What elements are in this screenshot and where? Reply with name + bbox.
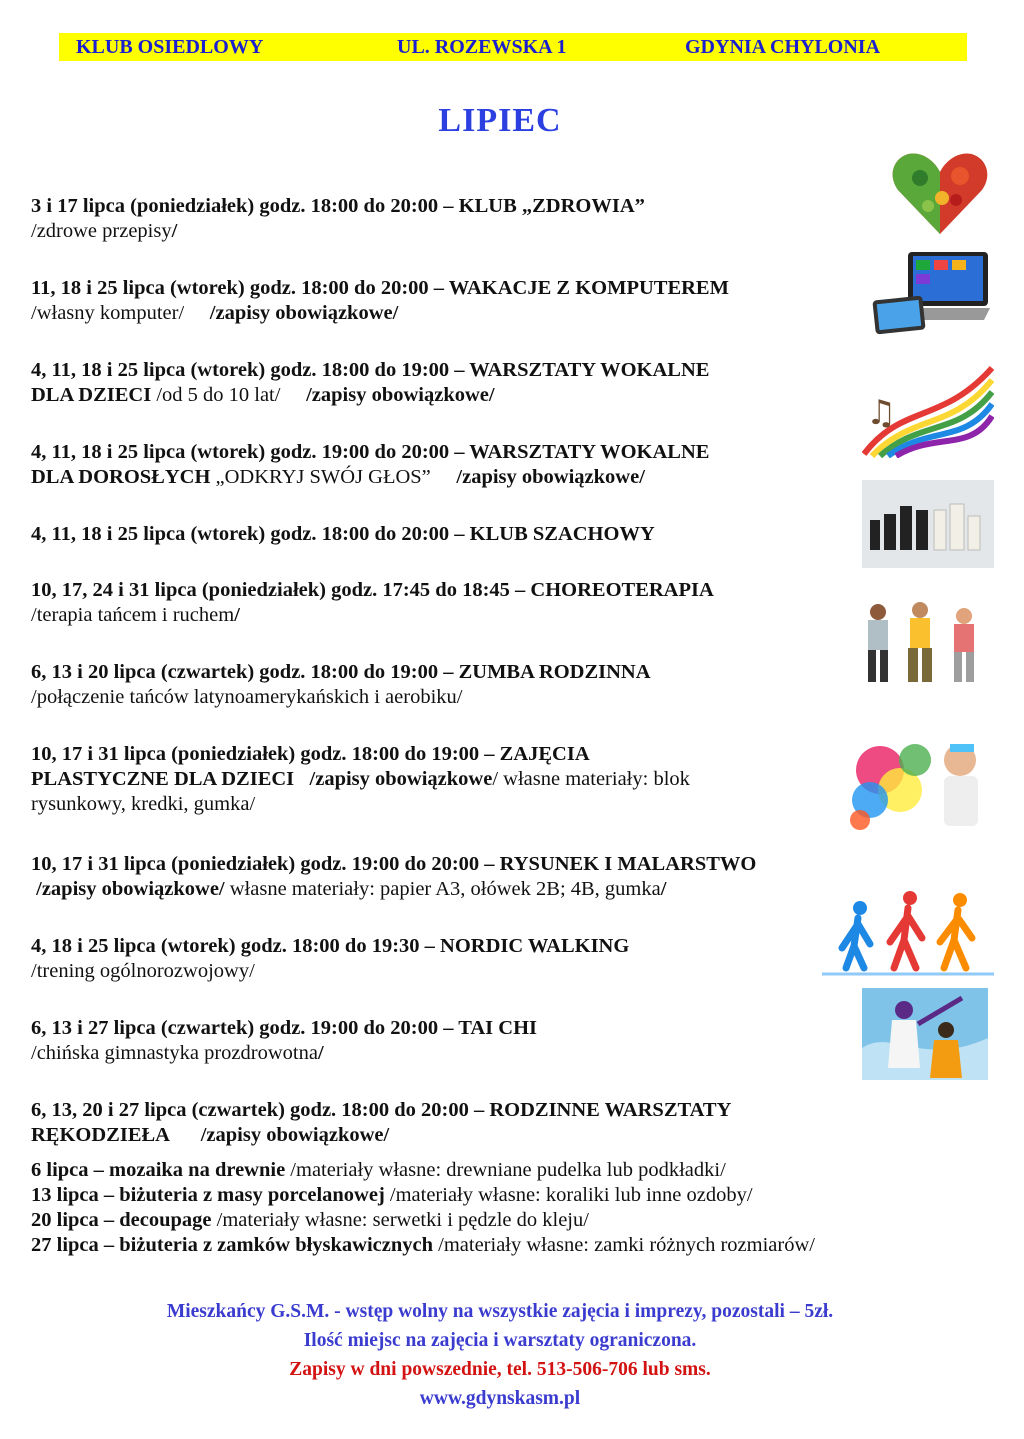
event-item [31,852,911,902]
event-note-end: / [171,220,178,242]
event-title-cont: DLA DZIECI [31,384,152,406]
event-item [31,194,881,244]
event-note: /zdrowe przepisy [31,220,172,242]
event-title: 6, 13, 20 i 27 lipca (czwartek) godz. 18:00 do 20:00 – RODZINNE WARSZTATY [31,1099,732,1121]
event-note: /od 5 do 10 lat/ [151,384,307,406]
workshop-date: 13 lipca – biżuteria z masy porcelanowej [31,1184,385,1206]
event-title: 6, 13 i 27 lipca (czwartek) godz. 19:00 do 20:00 – TAI CHI [31,1017,538,1039]
event-item [31,934,881,984]
workshop-date: 6 lipca – mozaika na drewnie [31,1159,286,1181]
event-title-cont: RĘKODZIEŁA [31,1124,170,1146]
event-title: 3 i 17 lipca (poniedziałek) godz. 18:00 do 20:00 – KLUB „ZDROWIA” [31,195,645,217]
footer-website-link[interactable]: www.gdynskasm.pl [419,1388,581,1409]
header-club-name: KLUB OSIEDLOWY [76,36,264,58]
footer-registration-info: Zapisy w dni powszednie, tel. 513-506-706 lub sms. [289,1359,711,1380]
header-address: UL. ROZEWSKA 1 [397,36,567,58]
event-note: /chińska gimnastyka prozdrowotna [31,1042,318,1064]
event-item [31,522,881,547]
music-notes-icon [862,364,994,458]
event-title: 10, 17 i 31 lipca (poniedziałek) godz. 18:00 do 19:00 – ZAJĘCIA [31,743,590,765]
event-item [31,1098,881,1148]
laptop-tablet-icon [872,250,992,338]
spacer-text [170,1124,201,1146]
event-item [31,660,881,710]
workshop-item [31,1158,815,1183]
header-city: GDYNIA CHYLONIA [685,36,881,58]
month-title: LIPIEC [438,102,562,139]
event-materials: / własne materiały: blok [492,768,690,790]
event-note-end: / [317,1042,324,1064]
workshop-item [31,1208,815,1233]
workshop-list [31,1158,815,1258]
event-registration: /zapisy obowiązkowe/ [36,878,225,900]
header-bar [59,33,967,61]
event-note: /własny komputer/ [31,302,210,324]
dancers-icon [848,598,994,686]
workshop-item [31,1233,815,1258]
spacer-text [294,768,309,790]
event-registration: /zapisy obowiązkowe/ [456,466,645,488]
paint-splash-girl-icon [840,730,996,834]
event-title: 6, 13 i 20 lipca (czwartek) godz. 18:00 do 19:00 – ZUMBA RODZINNA [31,661,651,683]
fruit-heart-icon [890,148,990,238]
event-title: 11, 18 i 25 lipca (wtorek) godz. 18:00 do 20:00 – WAKACJE Z KOMPUTEREM [31,277,729,299]
event-note-end: / [660,878,667,900]
event-item [31,276,881,326]
chess-pieces-icon [862,480,994,568]
event-title: 4, 11, 18 i 25 lipca (wtorek) godz. 18:00 do 20:00 – KLUB SZACHOWY [31,523,655,545]
tai-chi-icon [862,988,988,1080]
workshop-materials: /materiały własne: serwetki i pędzle do kleju/ [211,1209,589,1231]
workshop-item [31,1183,815,1208]
event-materials: własne materiały: papier A3, ołówek 2B; 4B, gumka [224,878,661,900]
event-item [31,742,881,817]
event-item [31,440,881,490]
event-item [31,358,881,408]
event-title-cont: DLA DOROSŁYCH [31,466,211,488]
event-registration: /zapisy obowiązkowe [309,768,493,790]
workshop-date: 27 lipca – biżuteria z zamków błyskawicznych [31,1234,434,1256]
nordic-walkers-icon [818,888,998,980]
footer [0,1297,1000,1413]
workshop-materials: /materiały własne: drewniane pudelka lub podkładki/ [285,1159,726,1181]
footer-limit-info: Ilość miejsc na zajęcia i warsztaty ograniczona. [303,1330,697,1351]
event-registration: /zapisy obowiązkowe/ [200,1124,390,1146]
event-registration: /zapisy obowiązkowe/ [209,302,399,324]
event-title: 4, 11, 18 i 25 lipca (wtorek) godz. 19:00 do 20:00 – WARSZTATY WOKALNE [31,441,710,463]
event-note: „ODKRYJ SWÓJ GŁOS” [210,466,457,488]
event-note: /połączenie tańców latynoamerykańskich i aerobiku/ [31,686,463,708]
event-item [31,578,881,628]
event-note: /trening ogólnorozwojowy/ [31,960,255,982]
event-materials-cont: rysunkowy, kredki, gumka/ [31,793,256,815]
event-title: 10, 17, 24 i 31 lipca (poniedziałek) godz. 17:45 do 18:45 – CHOREOTERAPIA [31,579,714,601]
svg-text:♫: ♫ [866,393,897,433]
event-title-cont: PLASTYCZNE DLA DZIECI [31,768,295,790]
event-title: 4, 11, 18 i 25 lipca (wtorek) godz. 18:00 do 19:00 – WARSZTATY WOKALNE [31,359,710,381]
event-note: /terapia tańcem i ruchem [31,604,235,626]
event-registration: /zapisy obowiązkowe/ [306,384,495,406]
footer-entry-info: Mieszkańcy G.S.M. - wstęp wolny na wszystkie zajęcia i imprezy, pozostali – 5zł. [166,1301,834,1322]
event-item [31,1016,881,1066]
workshop-date: 20 lipca – decoupage [31,1209,212,1231]
event-note-end: / [234,604,240,626]
workshop-materials: /materiały własne: zamki różnych rozmiarów/ [433,1234,815,1256]
event-title: 4, 18 i 25 lipca (wtorek) godz. 18:00 do 19:30 – NORDIC WALKING [31,935,630,957]
event-title: 10, 17 i 31 lipca (poniedziałek) godz. 19:00 do 20:00 – RYSUNEK I MALARSTWO [31,853,757,875]
workshop-materials: /materiały własne: koraliki lub inne ozdoby/ [384,1184,753,1206]
